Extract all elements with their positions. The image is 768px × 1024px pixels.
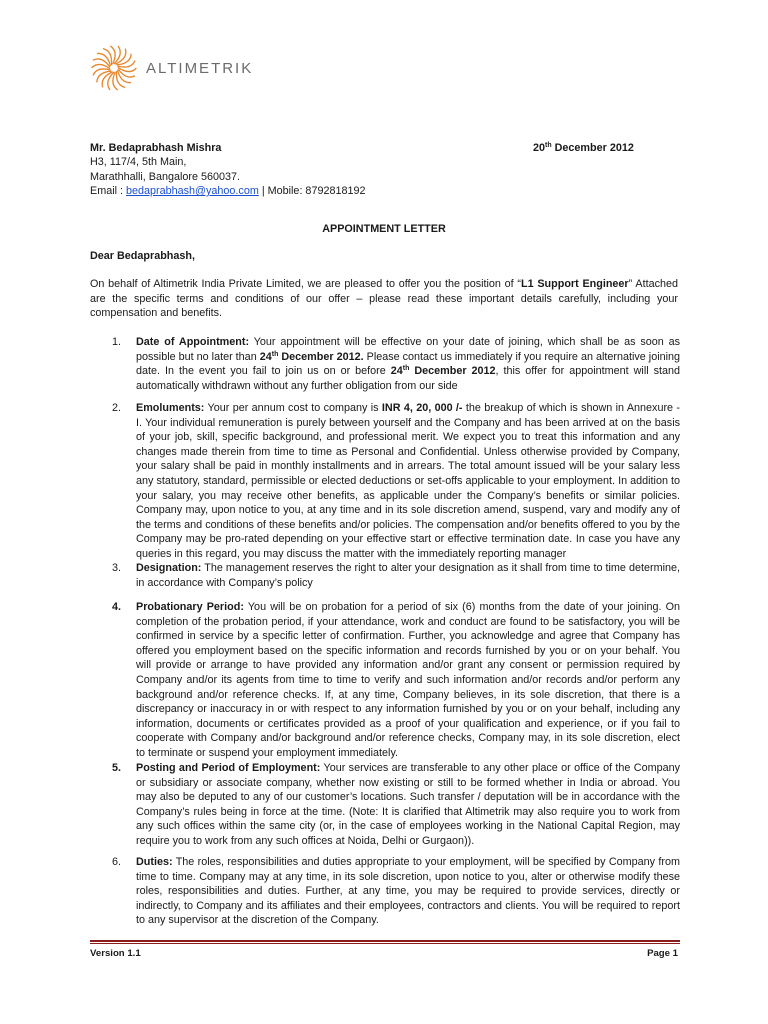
deadline-rest: December 2012. xyxy=(278,350,364,363)
clause-probationary-period xyxy=(90,600,680,761)
mobile-text: | Mobile: 8792818192 xyxy=(258,185,366,198)
footer-rule-thin xyxy=(90,943,680,944)
clause-heading: Posting and Period of Employment: xyxy=(136,762,321,774)
company-logo xyxy=(90,44,253,92)
position-title: L1 Support Engineer xyxy=(521,278,629,290)
clause-text: Your appointment will be effective on your date of joining, which shall be as soon as possible but no later than xyxy=(136,336,680,363)
salutation: Dear Bedaprabhash, xyxy=(90,250,196,262)
intro-pre: On behalf of Altimetrik India Private Limited, we are pleased to offer you the position of “ xyxy=(90,278,521,290)
clause-body xyxy=(136,335,680,393)
address-line-2: Marathhalli, Bangalore 560037. xyxy=(90,170,241,183)
clause-number: 1. xyxy=(112,336,122,348)
clause-number: 5. xyxy=(112,762,122,774)
clause-number: 4. xyxy=(112,601,122,613)
contact-line xyxy=(90,184,365,198)
deadline-day: 24 xyxy=(390,365,403,378)
clause-heading: Duties: xyxy=(136,856,173,868)
deadline-date xyxy=(260,351,364,363)
date-day: 20 xyxy=(533,142,546,154)
clause-designation xyxy=(90,561,680,590)
clause-body xyxy=(136,561,680,590)
clause-text: You will be on probation for a period of six (6) months from the date of your joining. On completion of the probation period, if your attendance, work and conduct are found to be satisfactory, you will be confirmed in service by a specific letter of confirmation. Further, you acknowledge and agree that Company has offered you employment based on the specific information and records furnished by you or on your behalf. You will provide or arrange to have provided any information and/or grant any consent or permission required by Company and/or its agents from time to time to verify and such information and/or records and/or perform any background and/or reference checks. If, at any time, Company believes, in its sole discretion, that there is a discrepancy or inaccuracy in or with respect to any information furnished by you or on your behalf, including any information, documents or certificates provided as a proof of your qualification and experience, or if you fail to cooperate with Company and/or background and/or reference checks, Company may, in its sole discretion, elect to terminate or suspend your employment immediately. xyxy=(136,601,680,759)
clause-heading: Emoluments: xyxy=(136,402,205,414)
clause-text: Your per annum cost to company is xyxy=(204,402,382,414)
email-link[interactable]: bedaprabhash@yahoo.com xyxy=(126,185,259,198)
footer-rule xyxy=(90,940,680,942)
clause-body xyxy=(136,600,680,761)
version-label: Version 1.1 xyxy=(90,948,141,959)
page-number: Page 1 xyxy=(647,948,678,959)
date-rest: December 2012 xyxy=(551,142,634,154)
date-suffix: th xyxy=(545,142,552,149)
deadline-suffix: th xyxy=(271,350,279,358)
clause-text: Your services are transferable to any other place or office of the Company or subsidiary or associate company, whether now existing or still to be formed whether in India or abroad. You may also be deputed to any of our customer’s locations. Such transfer / deputation will be in accordance with the Company’s rules being in force at the time. (Note: It is clarified that Altimetrik may also require you to work from any such offices within the same city (or, in the case of employees working in the National Capital Region, may require you to work from any such offices at Noida, Delhi or Gurgaon)). xyxy=(136,762,680,847)
salary-amount: INR 4, 20, 000 /- xyxy=(381,402,463,414)
clause-text: The management reserves the right to alter your designation as it shall from time to time determine, in accordance with Company’s policy xyxy=(136,562,680,589)
deadline-day: 24 xyxy=(259,350,272,363)
clause-text: , this offer for appointment will stand automatically withdrawn without any further obligation from our side xyxy=(136,365,681,392)
recipient-name: Mr. Bedaprabhash Mishra xyxy=(90,142,222,154)
clause-date-of-appointment xyxy=(90,335,680,393)
intro-post: ” Attached are the specific terms and conditions of our offer – please read these important details carefully, including your compensation and benefits. xyxy=(90,278,678,320)
clause-duties xyxy=(90,855,680,928)
clause-number: 3. xyxy=(112,562,122,574)
logo-text: ALTIMETRIK xyxy=(146,59,254,77)
clause-heading: Designation: xyxy=(136,562,202,574)
deadline-date xyxy=(391,365,496,377)
clause-body xyxy=(136,401,680,562)
intro-paragraph xyxy=(90,277,678,321)
recipient-address xyxy=(90,141,365,199)
clause-body xyxy=(136,761,680,849)
deadline-rest: December 2012 xyxy=(409,365,496,378)
clause-text: the breakup of which is shown in Annexure - I. Your individual remuneration is purely between yourself and the Company and has been arrived at on the basis of your job, skill, specific background, and professional merit. We expect you to treat this information and any changes made therein from time to time as Personal and Confidential. Unless otherwise provided by Company, your salary shall be paid in monthly installments and in arrears. The total amount issued will be your salary less any statutory, standard, permissible or elected deductions or set-offs applicable to your employment. In addition to your salary, you may receive other benefits, as applicable under the Company’s benefits or similar policies. Company may, upon notice to you, at any time and in its sole discretion amend, suspend, vary and modify any of the terms and conditions of these benefits and/or policies. The compensation and/or benefits offered to you by the Company may be pro-rated depending on your effective start or effective termination date. In case you have any queries in this regard, you may discuss the matter with the immediately reporting manager xyxy=(136,402,680,560)
altimetrik-logo-icon xyxy=(90,44,138,92)
clause-text: The roles, responsibilities and duties appropriate to your employment, will be specified by Company from time to time. Company may at any time, in its sole discretion, upon notice to you, alter or otherwise modify these roles, responsibilities and duties. Further, at any time, you may be required to provide services, directly or indirectly, to Company and its affiliates and their employees, contractors and clients. You will be required to report to any supervisor at the discretion of the Company. xyxy=(136,856,680,927)
letter-title: APPOINTMENT LETTER xyxy=(322,223,446,235)
clause-body xyxy=(136,855,680,928)
clause-number: 6. xyxy=(112,856,122,868)
email-label: Email : xyxy=(90,185,126,198)
clause-emoluments xyxy=(90,401,680,562)
letter-date xyxy=(533,141,634,155)
clause-heading: Date of Appointment: xyxy=(136,336,250,348)
clause-posting xyxy=(90,761,680,849)
address-line-1: H3, 117/4, 5th Main, xyxy=(90,156,187,169)
clause-number: 2. xyxy=(112,402,122,414)
clause-text: Please contact us immediately if you require an alternative joining date. In the event you fail to join us on or before xyxy=(136,350,681,378)
deadline-suffix: th xyxy=(402,365,410,373)
clause-heading: Probationary Period: xyxy=(136,601,244,613)
